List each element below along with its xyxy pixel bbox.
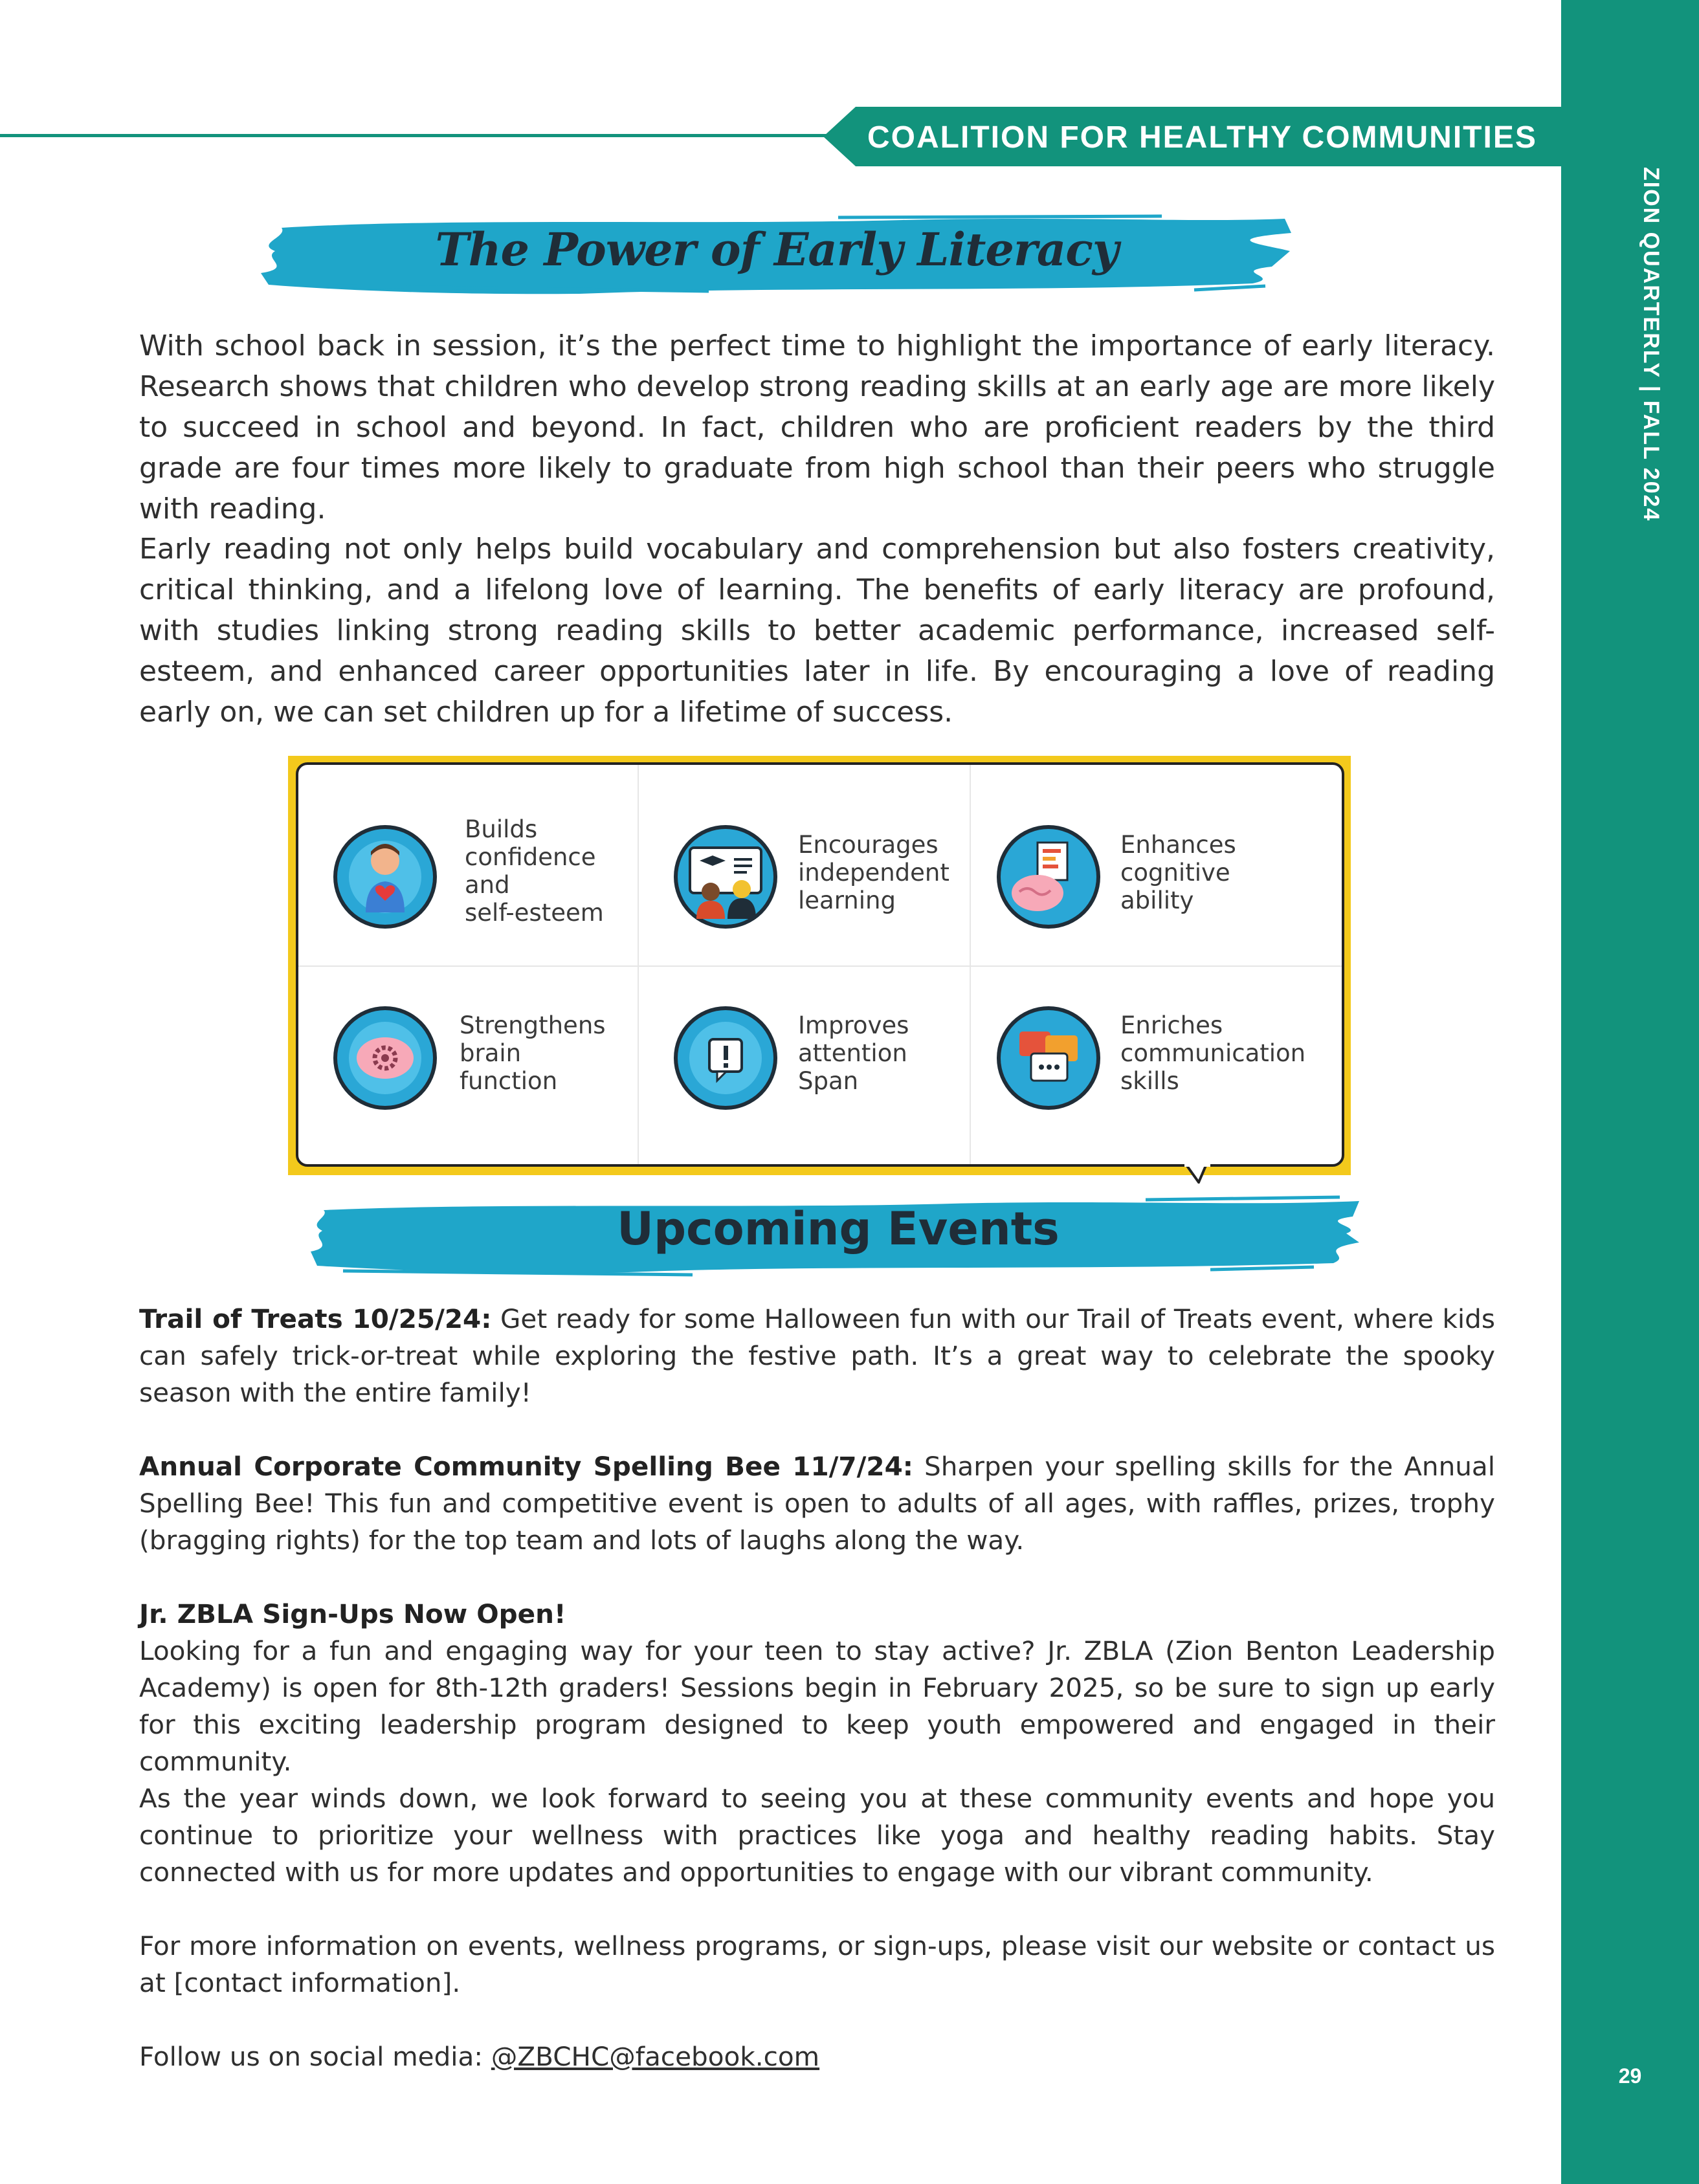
- literacy-paragraph-2: Early reading not only helps build vocabulary and comprehension but also fosters creativity, critical thinking, and a lifelong love of learning. The benefits of early literacy are profound, with studies linking strong reading skills to better academic performance, increased self-esteem, and enhanced career opportunities later in life. By encouraging a love of reading early on, we can set children up for a lifetime of success.: [139, 533, 1495, 729]
- social-prefix: Follow us on social media:: [139, 2041, 491, 2072]
- header-title: COALITION FOR HEALTHY COMMUNITIES: [867, 120, 1537, 155]
- benefit-label: Strengthens brain function: [460, 1011, 606, 1095]
- benefit-label: Improves attention Span: [798, 1011, 909, 1095]
- literacy-title: The Power of Early Literacy: [435, 223, 1118, 276]
- event-trail-of-treats: [139, 1301, 1495, 1411]
- brain-chart-icon: [994, 822, 1104, 932]
- event-text: Looking for a fun and engaging way for your teen to stay active? Jr. ZBLA (Zion Benton Leadership Academy) is open for 8th-12th graders! Sessions begin in February 2025, so be sure to sign up early for this exciting leadership program designed to keep youth empowered and engaged in their community.: [139, 1635, 1495, 1777]
- benefit-label: Encourages independent learning: [798, 831, 949, 914]
- brain-gear-icon: [330, 1003, 440, 1113]
- event-heading: Jr. ZBLA Sign-Ups Now Open!: [139, 1598, 566, 1629]
- literacy-title-banner: [256, 214, 1298, 298]
- events-title: Upcoming Events: [617, 1202, 1060, 1255]
- benefit-label: Enhances cognitive ability: [1120, 831, 1236, 914]
- event-jr-zbla: [139, 1596, 1495, 1780]
- event-heading: Annual Corporate Community Spelling Bee 11/7/24:: [139, 1451, 913, 1482]
- grid-divider: [970, 765, 971, 1164]
- page-number: 29: [1618, 2064, 1642, 2088]
- closing-paragraph: As the year winds down, we look forward to seeing you at these community events and hope you continue to prioritize your wellness with practices like yoga and healthy reading habits. Stay connected with us for more updates and opportunities to engage with our vibrant community.: [139, 1783, 1495, 1888]
- classroom-icon: [671, 822, 781, 932]
- benefit-label: Enriches communication skills: [1120, 1011, 1306, 1095]
- contact-paragraph: For more information on events, wellness programs, or sign-ups, please visit our website or contact us at [contact information].: [139, 1930, 1495, 1998]
- publication-label: ZION QUARTERLY | FALL 2024: [1639, 167, 1663, 522]
- events-title-banner: [304, 1191, 1372, 1278]
- header-rule: [0, 134, 841, 137]
- event-spelling-bee: [139, 1448, 1495, 1559]
- child-heart-icon: [330, 822, 440, 932]
- event-text: Get ready for some Halloween fun with our Trail of Treats event, where kids can safely trick-or-treat while exploring the festive path. It’s a great way to celebrate the spooky season with the entire family!: [139, 1303, 1495, 1408]
- grid-divider: [298, 965, 1342, 967]
- event-text: Sharpen your spelling skills for the Annual Spelling Bee! This fun and competitive event is open to adults of all ages, with raffles, prizes, trophy (bragging rights) for the top team and lots of laughs along the way.: [139, 1451, 1495, 1556]
- benefits-panel: [296, 762, 1344, 1167]
- social-media-link[interactable]: @ZBCHC@facebook.com: [491, 2041, 820, 2072]
- social-media-line: [139, 2038, 1495, 2075]
- benefit-label: Builds confidence and self-esteem: [465, 815, 604, 927]
- event-heading: Trail of Treats 10/25/24:: [139, 1303, 492, 1334]
- speech-tail: [1184, 1164, 1210, 1184]
- chat-bubbles-icon: [994, 1003, 1104, 1113]
- exclamation-bubble-icon: [671, 1003, 781, 1113]
- literacy-paragraph-1: With school back in session, it’s the perfect time to highlight the importance of early literacy. Research shows that children who develop strong reading skills at an early age are more likely to succeed in school and beyond. In fact, children who are proficient readers by the third grade are four times more likely to graduate from high school than their peers who struggle with reading.: [139, 329, 1495, 525]
- grid-divider: [638, 765, 639, 1164]
